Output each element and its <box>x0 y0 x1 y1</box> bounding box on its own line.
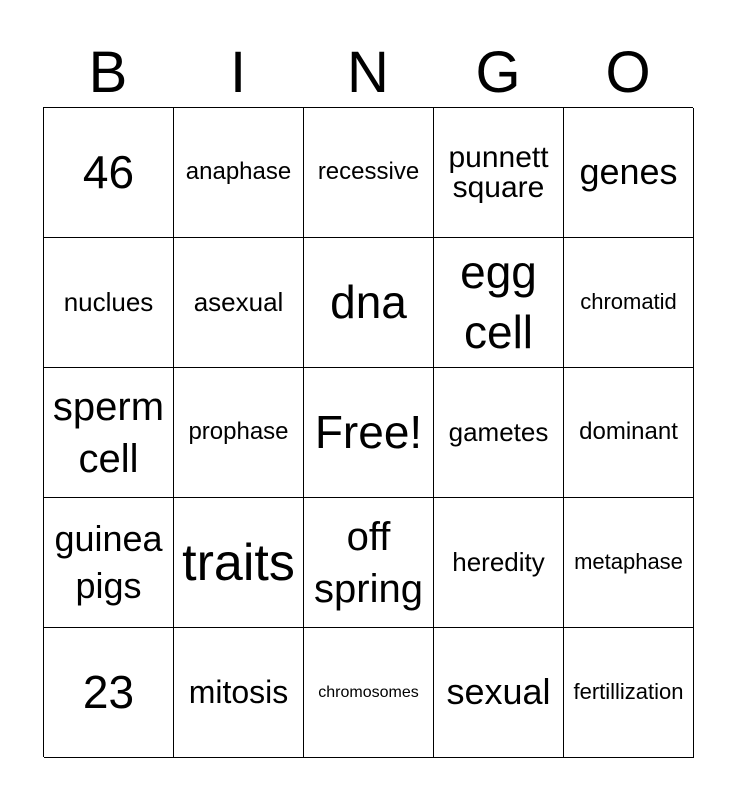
cell-text: punnett square <box>448 140 549 204</box>
bingo-cell-r1-c4[interactable] <box>434 108 564 238</box>
cell-text: Free! <box>314 406 423 459</box>
bingo-cell-r5-c4[interactable] <box>434 628 564 758</box>
cell-text: prophase <box>188 418 289 446</box>
cell-text: egg cell <box>460 245 537 358</box>
header-letter-b: B <box>88 40 128 105</box>
cell-text: off spring <box>314 514 423 611</box>
bingo-cell-r1-c3[interactable] <box>304 108 434 238</box>
header-letter-o: O <box>605 40 651 105</box>
cell-text: guinea pigs <box>54 517 163 606</box>
bingo-cell-r4-c4[interactable] <box>434 498 564 628</box>
bingo-header <box>43 40 693 106</box>
cell-text: gametes <box>448 417 549 448</box>
cell-text: fertillization <box>573 679 684 705</box>
bingo-cell-r2-c4[interactable] <box>434 238 564 368</box>
cell-text: recessive <box>317 158 420 186</box>
bingo-cell-r2-c5[interactable] <box>564 238 694 368</box>
bingo-cell-r2-c2[interactable] <box>174 238 304 368</box>
cell-text: sexual <box>446 671 551 713</box>
cell-text: dominant <box>579 418 678 446</box>
cell-text: heredity <box>452 547 545 578</box>
free-space-cell[interactable] <box>304 368 434 498</box>
bingo-cell-r4-c2[interactable] <box>174 498 304 628</box>
header-letter-i: I <box>229 40 247 105</box>
cell-text: chromosomes <box>318 683 419 701</box>
cell-text: anaphase <box>185 158 292 186</box>
cell-text: metaphase <box>574 549 683 575</box>
bingo-cell-r4-c3[interactable] <box>304 498 434 628</box>
bingo-cell-r5-c1[interactable] <box>44 628 174 758</box>
bingo-card-grid <box>43 107 693 757</box>
bingo-cell-r5-c3[interactable] <box>304 628 434 758</box>
bingo-cell-r1-c5[interactable] <box>564 108 694 238</box>
header-letter-g: G <box>475 40 521 105</box>
bingo-cell-r2-c3[interactable] <box>304 238 434 368</box>
bingo-cell-r3-c5[interactable] <box>564 368 694 498</box>
bingo-cell-r1-c1[interactable] <box>44 108 174 238</box>
cell-text: traits <box>182 533 295 592</box>
bingo-cell-r4-c5[interactable] <box>564 498 694 628</box>
bingo-cell-r4-c1[interactable] <box>44 498 174 628</box>
cell-text: dna <box>330 276 407 329</box>
bingo-cell-r2-c1[interactable] <box>44 238 174 368</box>
cell-text: mitosis <box>188 673 289 710</box>
cell-text: 46 <box>82 146 135 199</box>
bingo-cell-r3-c1[interactable] <box>44 368 174 498</box>
header-letter-n: N <box>347 40 389 105</box>
bingo-cell-r5-c2[interactable] <box>174 628 304 758</box>
bingo-cell-r3-c2[interactable] <box>174 368 304 498</box>
cell-text: genes <box>579 151 678 193</box>
cell-text: chromatid <box>580 289 677 315</box>
bingo-cell-r3-c4[interactable] <box>434 368 564 498</box>
bingo-cell-r5-c5[interactable] <box>564 628 694 758</box>
bingo-cell-r1-c2[interactable] <box>174 108 304 238</box>
cell-text: asexual <box>193 287 284 318</box>
cell-text: nuclues <box>63 287 154 318</box>
cell-text: sperm cell <box>52 384 165 481</box>
cell-text: 23 <box>82 666 135 719</box>
